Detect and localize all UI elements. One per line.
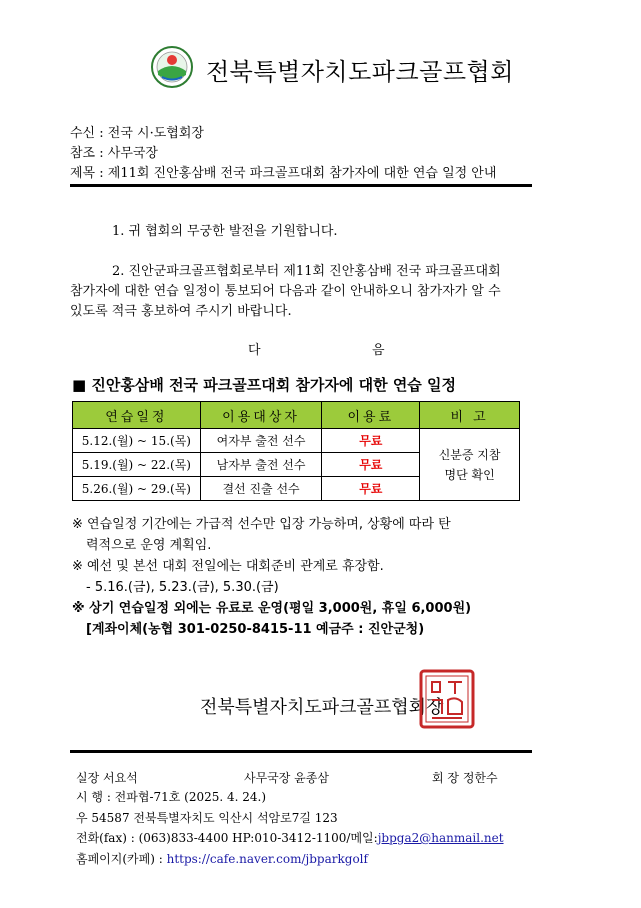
target-cell: 남자부 출전 선수: [200, 453, 322, 477]
document-number: 시 행 : 전파협-71호 (2025. 4. 24.): [76, 790, 267, 804]
footer-divider: [70, 750, 532, 753]
signer-name: 전북특별자치도파크골프협회장: [200, 697, 444, 718]
homepage-link[interactable]: https://cafe.naver.com/jbparkgolf: [166, 852, 368, 866]
note-line-2: 명단 확인: [444, 467, 495, 482]
period-cell: 5.12.(월) ~ 15.(목): [73, 429, 201, 453]
note-3-line-2: [계좌이체(농협 301-0250-8415-11 예금주 : 진안군청): [86, 622, 425, 637]
note-2-line-2: - 5.16.(금), 5.23.(금), 5.30.(금): [86, 580, 279, 595]
homepage-line: [76, 850, 368, 867]
period-cell: 5.19.(월) ~ 22.(목): [73, 453, 201, 477]
fee-cell: 무료: [322, 453, 420, 477]
table-row: [73, 429, 520, 453]
org-title: 전북특별자치도파크골프협회: [206, 58, 514, 86]
table-header-row: [73, 402, 520, 429]
header-divider: [70, 184, 532, 187]
association-logo-icon: [150, 45, 194, 89]
recipient-line: 수신 : 전국 시·도협회장: [70, 126, 204, 141]
header-fee: 이용료: [322, 402, 420, 429]
header-period: 연습일정: [73, 402, 201, 429]
note-3-line-1: ※ 상기 연습일정 외에는 유료로 운영(평일 3,000원, 휴일 6,000원): [72, 601, 472, 616]
contact-text: 전화(fax) : (063)833-4400 HP:010-3412-1100/메일:: [76, 831, 378, 845]
header-note: 비 고: [420, 402, 520, 429]
email-link[interactable]: jbpga2@hanmail.net: [377, 831, 504, 845]
note-1-line-1: ※ 연습일정 기간에는 가급적 선수만 입장 가능하며, 상황에 따라 탄: [72, 517, 451, 532]
paragraph-2-line-3: 있도록 적극 홍보하여 주시기 바랍니다.: [70, 304, 292, 319]
note-cell: [420, 429, 520, 501]
paragraph-1: 1. 귀 협회의 무궁한 발전을 기원합니다.: [112, 224, 338, 239]
staff-secretary: 사무국장 윤종삼: [244, 771, 329, 785]
paragraph-2-line-1: 2. 진안군파크골프협회로부터 제11회 진안홍삼배 전국 파크골프대회: [112, 264, 501, 279]
section-title: ■ 진안홍삼배 전국 파크골프대회 참가자에 대한 연습 일정: [72, 376, 456, 394]
da-text: 다: [248, 343, 261, 358]
target-cell: 결선 진출 선수: [200, 477, 322, 501]
fee-cell: 무료: [322, 477, 420, 501]
schedule-table: [72, 401, 520, 501]
eum-text: 음: [372, 343, 385, 358]
fee-cell: 무료: [322, 429, 420, 453]
postal-address: 우 54587 전북특별자치도 익산시 석암로7길 123: [76, 811, 338, 825]
reference-line: 참조 : 사무국장: [70, 146, 158, 161]
note-line-1: 신분증 지참: [438, 447, 501, 462]
contact-line: [76, 829, 504, 846]
target-cell: 여자부 출전 선수: [200, 429, 322, 453]
subject-line: 제목 : 제11회 진안홍삼배 전국 파크골프대회 참가자에 대한 연습 일정 안내: [70, 166, 497, 181]
note-2-line-1: ※ 예선 및 본선 대회 전일에는 대회준비 관계로 휴장함.: [72, 559, 384, 574]
staff-chief: 실장 서요석: [76, 771, 138, 785]
header-target: 이용대상자: [200, 402, 322, 429]
note-1-line-2: 력적으로 운영 계획임.: [86, 538, 212, 553]
paragraph-2-line-2: 참가자에 대한 연습 일정이 통보되어 다음과 같이 안내하오니 참가자가 알 수: [70, 284, 501, 299]
homepage-label: 홈페이지(카페) :: [76, 852, 167, 866]
official-seal-icon: [418, 668, 476, 730]
notes-block: [72, 514, 471, 640]
staff-president: 회 장 정한수: [432, 771, 498, 785]
period-cell: 5.26.(월) ~ 29.(목): [73, 477, 201, 501]
